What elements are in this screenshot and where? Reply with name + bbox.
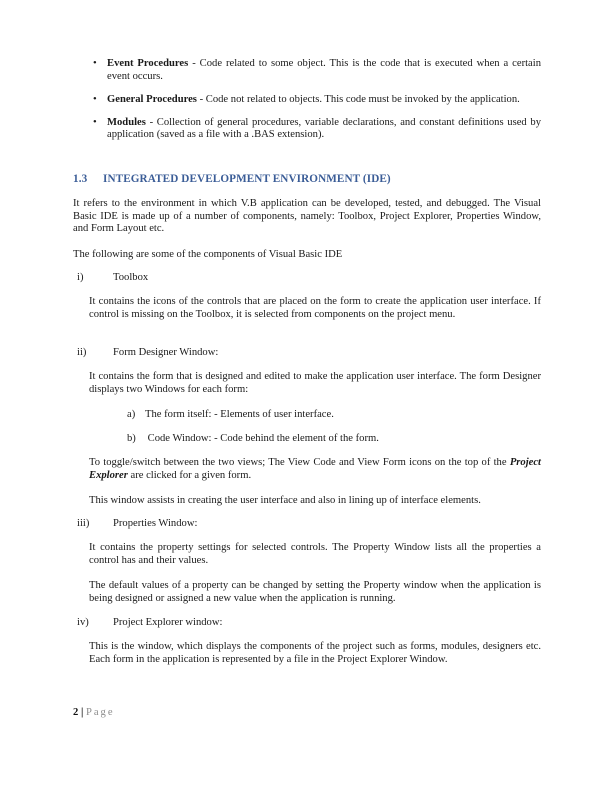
form-designer-paragraph: It contains the form that is designed and edited to make the application user interface. The form Designer displays two Windows for each form: bbox=[89, 371, 541, 395]
section-number: 1.3 bbox=[73, 173, 88, 185]
page-footer bbox=[73, 707, 115, 720]
roman-numeral: ii) bbox=[77, 347, 87, 358]
assist-paragraph: This window assists in creating the user interface and also in lining up of interface elements. bbox=[89, 495, 481, 506]
properties-paragraph-2: The default values of a property can be changed by setting the Property window when the application is being designed or assigned a new value when the application is running. bbox=[89, 580, 541, 604]
page-label: Page bbox=[85, 707, 115, 718]
sub-item-code-window bbox=[127, 433, 379, 446]
roman-numeral: iii) bbox=[77, 518, 90, 529]
bullet-term: Event Procedures bbox=[107, 58, 189, 69]
component-heading-properties bbox=[77, 518, 197, 531]
section-heading bbox=[73, 173, 391, 186]
components-lead: The following are some of the components of Visual Basic IDE bbox=[73, 249, 343, 260]
bullet-icon: • bbox=[93, 58, 97, 69]
list-item bbox=[93, 94, 541, 107]
bullet-text: - Collection of general procedures, variable declarations, and constant definitions used by application (saved as a file with a .BAS extension). bbox=[107, 116, 541, 141]
roman-numeral: iv) bbox=[77, 617, 89, 628]
component-heading-form-designer bbox=[77, 347, 218, 360]
project-explorer-paragraph: This is the window, which displays the components of the project such as forms, modules, designers etc. Each form in the application is represented by a file in the Project Explorer Window. bbox=[89, 641, 541, 665]
page-number: 2 bbox=[73, 707, 79, 718]
sub-letter: b) bbox=[127, 433, 136, 444]
bullet-text: - Code not related to objects. This code must be invoked by the application. bbox=[196, 93, 520, 105]
section-title: INTEGRATED DEVELOPMENT ENVIRONMENT (IDE) bbox=[103, 173, 391, 185]
bullet-text: - Code related to some object. This is the code that is executed when a certain event occurs. bbox=[107, 58, 541, 82]
component-title: Project Explorer window: bbox=[113, 617, 223, 628]
toggle-paragraph bbox=[89, 457, 541, 482]
footer-separator: | bbox=[78, 707, 86, 718]
procedure-types-list bbox=[93, 58, 541, 152]
sub-text: The form itself: - Elements of user interface. bbox=[145, 409, 334, 420]
toggle-text: To toggle/switch between the two views; The View Code and View Form icons on the top of the bbox=[89, 457, 510, 468]
list-item bbox=[93, 117, 541, 142]
component-title: Properties Window: bbox=[113, 518, 198, 529]
sub-text: Code Window: - Code behind the element of the form. bbox=[145, 433, 379, 444]
sub-letter: a) bbox=[127, 409, 136, 420]
component-title: Toolbox bbox=[113, 272, 149, 283]
intro-paragraph: It refers to the environment in which V.B application can be developed, tested, and debugged. The Visual Basic IDE is made up of a number of components, namely: Toolbox, Project Explorer, Properties Window, and Form Layout etc. bbox=[73, 198, 541, 235]
component-heading-toolbox bbox=[77, 272, 148, 285]
sub-item-form-itself bbox=[127, 409, 334, 422]
list-item bbox=[93, 58, 541, 83]
roman-numeral: i) bbox=[77, 272, 84, 283]
toggle-text-end: are clicked for a given form. bbox=[127, 469, 252, 481]
bullet-icon: • bbox=[93, 93, 97, 105]
properties-paragraph-1: It contains the property settings for selected controls. The Property Window lists all the properties a control has and their values. bbox=[89, 542, 541, 566]
bullet-icon: • bbox=[93, 116, 97, 128]
component-heading-project-explorer bbox=[77, 617, 222, 630]
bullet-term: Modules bbox=[107, 116, 146, 128]
bullet-term: General Procedures bbox=[107, 93, 197, 105]
component-title: Form Designer Window: bbox=[113, 347, 219, 358]
project-explorer-emphasis: Project Explorer bbox=[89, 457, 541, 481]
toolbox-paragraph: It contains the icons of the controls that are placed on the form to create the application user interface. If control is missing on the Toolbox, it is selected from components on the project menu. bbox=[89, 296, 541, 320]
